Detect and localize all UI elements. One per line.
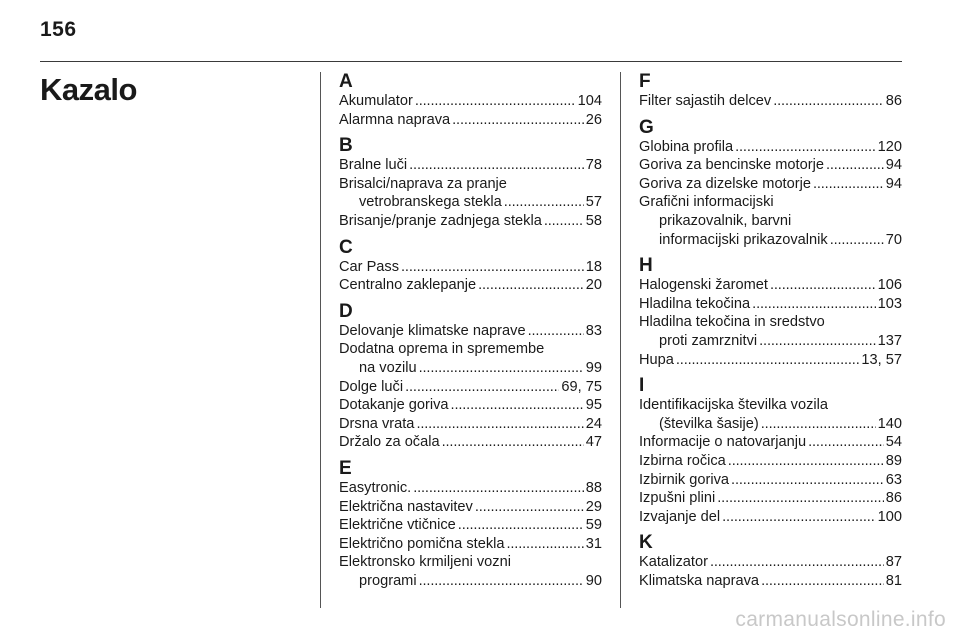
index-letter: C	[339, 236, 353, 258]
index-group-a	[339, 72, 602, 129]
index-entry: Klimatska naprava . . . 81	[639, 572, 902, 591]
index-group-f	[639, 72, 902, 111]
index-entry: Dolge luči . . . 69, 75	[339, 378, 602, 397]
index-entry: Hladilna tekočina . . . 103	[639, 295, 902, 314]
index-entry: informacijski prikazovalnik . . . 70	[639, 231, 902, 250]
index-entry: Dotakanje goriva . . . 95	[339, 396, 602, 415]
index-letter: A	[339, 71, 353, 92]
index-entry: Katalizator . . . 87	[639, 553, 902, 572]
index-entry: vetrobranskega stekla . . . 57	[339, 193, 602, 212]
index-entry: programi . . . 90	[339, 572, 602, 591]
index-entry-heading: Hladilna tekočina in sredstvo	[639, 314, 825, 331]
index-entry: Alarmna naprava . . . 26	[339, 111, 602, 130]
index-entry-heading: Elektronsko krmiljeni vozni	[339, 554, 511, 571]
index-letter: E	[339, 457, 352, 479]
index-entry: proti zamrznitvi . . . 137	[639, 332, 902, 351]
column-divider-2	[620, 72, 621, 608]
index-entry: na vozilu . . . 99	[339, 359, 602, 378]
index-entry: Delovanje klimatske naprave . . . 83	[339, 322, 602, 341]
section-title: Kazalo	[40, 72, 137, 107]
index-letter: I	[639, 375, 645, 397]
index-entry: Drsna vrata . . . 24	[339, 415, 602, 434]
index-column-1	[339, 72, 602, 597]
index-entry: Držalo za očala . . . 47	[339, 433, 602, 452]
index-entry: Akumulator . . . 104	[339, 92, 602, 111]
index-letter: D	[339, 300, 353, 322]
index-group-d	[339, 302, 602, 452]
index-letter: H	[639, 255, 653, 277]
index-entry: Centralno zaklepanje . . . 20	[339, 276, 602, 295]
index-entry-subheading: prikazovalnik, barvni	[659, 212, 792, 229]
index-group-h	[639, 256, 902, 369]
index-column-2	[639, 72, 902, 597]
index-entry: Izvajanje del . . . 100	[639, 508, 902, 527]
index-entry: Bralne luči . . . 78	[339, 156, 602, 175]
index-entry: Easytronic. . . . 88	[339, 479, 602, 498]
index-entry-heading: Brisalci/naprava za pranje	[339, 175, 507, 192]
index-entry: Goriva za dizelske motorje . . . 94	[639, 175, 902, 194]
index-entry: (številka šasije) . . . 140	[639, 415, 902, 434]
index-group-g	[639, 118, 902, 250]
index-group-c	[339, 238, 602, 295]
index-entry-heading: Identifikacijska številka vozila	[639, 397, 828, 414]
index-entry: Halogenski žaromet . . . 106	[639, 276, 902, 295]
index-entry: Električna nastavitev . . . 29	[339, 498, 602, 517]
index-entry: Filter sajastih delcev . . . 86	[639, 92, 902, 111]
index-group-k	[639, 533, 902, 590]
index-group-b	[339, 136, 602, 230]
index-entry-heading: Grafični informacijski	[639, 194, 774, 211]
index-entry: Goriva za bencinske motorje . . . 94	[639, 156, 902, 175]
page-number: 156	[40, 18, 77, 41]
index-entry: Hupa . . . 13, 57	[639, 351, 902, 370]
watermark: carmanualsonline.info	[735, 608, 946, 631]
index-entry: Informacije o natovarjanju . . . 54	[639, 433, 902, 452]
index-entry: Električno pomična stekla . . . 31	[339, 535, 602, 554]
index-entry: Izbirna ročica . . . 89	[639, 452, 902, 471]
index-entry: Car Pass . . . 18	[339, 258, 602, 277]
index-letter: F	[639, 71, 651, 92]
index-entry: Brisanje/pranje zadnjega stekla . . . 58	[339, 212, 602, 231]
index-entry-heading: Dodatna oprema in spremembe	[339, 341, 545, 358]
index-group-i	[639, 376, 902, 526]
header-rule	[40, 61, 902, 62]
index-letter: B	[339, 135, 353, 157]
index-group-e	[339, 459, 602, 591]
index-entry: Električne vtičnice . . . 59	[339, 516, 602, 535]
index-entry: Izpušni plini . . . 86	[639, 489, 902, 508]
index-entry: Izbirnik goriva . . . 63	[639, 471, 902, 490]
index-entry: Globina profila . . . 120	[639, 138, 902, 157]
index-letter: K	[639, 532, 653, 554]
column-divider-1	[320, 72, 321, 608]
index-letter: G	[639, 116, 654, 138]
